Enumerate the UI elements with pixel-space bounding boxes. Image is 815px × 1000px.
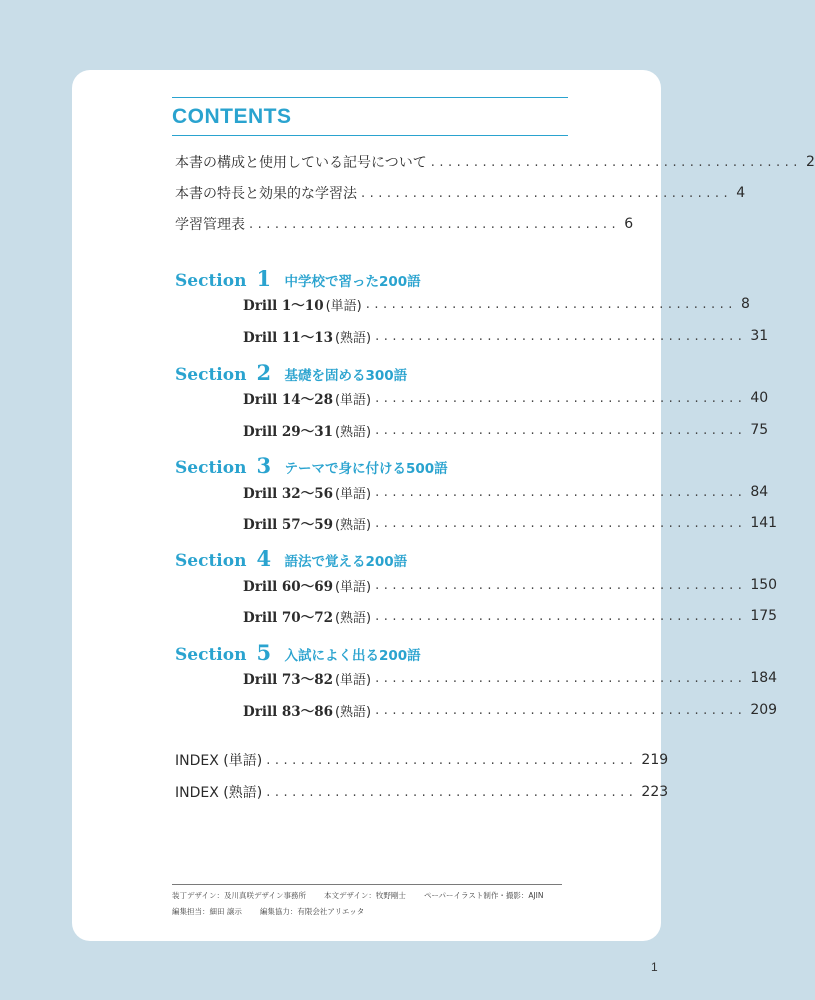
section-number: 2 <box>256 360 272 385</box>
section-title: 中学校で習った200語 <box>284 274 421 290</box>
section-number: 3 <box>256 453 272 478</box>
drill-type: (単語) <box>334 393 372 408</box>
section-number: 1 <box>256 266 272 291</box>
drill-page: 141 <box>750 515 778 531</box>
toc-entry-page: 219 <box>641 752 669 768</box>
drill-type: (単語) <box>334 673 372 688</box>
toc-entry-page: 4 <box>736 185 746 201</box>
section-word: Section <box>175 645 247 665</box>
section-title: テーマで身に付ける500語 <box>284 461 448 477</box>
toc-entry-tracker[interactable] <box>175 212 634 236</box>
toc-entry-structure[interactable] <box>175 150 815 174</box>
drill-type: (熟語) <box>334 331 372 346</box>
drill-range: Drill 83～86 <box>243 704 333 720</box>
drill-page: 184 <box>750 670 778 686</box>
drill-type: (単語) <box>325 299 362 314</box>
toc-entry-label: 本書の構成と使用している記号について <box>175 155 427 171</box>
drill-page: 84 <box>750 484 769 500</box>
drill-type: (熟語) <box>334 518 372 533</box>
leader-dots: ........................................... <box>375 702 747 718</box>
section-word: Section <box>175 458 247 478</box>
toc-entry-index-words[interactable] <box>175 748 669 772</box>
drill-entry[interactable] <box>243 511 778 535</box>
section-number: 5 <box>256 640 272 665</box>
section-title: 入試によく出る200語 <box>284 648 421 664</box>
drill-entry[interactable] <box>243 604 778 628</box>
drill-type: (熟語) <box>334 611 372 626</box>
section-number: 4 <box>256 546 272 571</box>
toc-entry-label: 本書の特長と効果的な学習法 <box>175 186 357 202</box>
toc-entry-page: 223 <box>641 784 669 800</box>
page-number: 1 <box>651 960 658 974</box>
credits-rule <box>172 884 562 885</box>
drill-entry[interactable] <box>243 480 769 504</box>
leader-dots: ........................................... <box>365 296 737 312</box>
toc-entry-label: INDEX (単語) <box>175 753 263 769</box>
drill-page: 150 <box>750 577 778 593</box>
leader-dots: ........................................... <box>430 154 802 170</box>
drill-range: Drill 60～69 <box>243 579 333 595</box>
section-4-heading[interactable] <box>175 546 407 572</box>
drill-range: Drill 70～72 <box>243 610 333 626</box>
leader-dots: ........................................... <box>375 484 747 500</box>
toc-entry-label: 学習管理表 <box>175 217 245 233</box>
credits-line-1 <box>172 890 544 901</box>
section-word: Section <box>175 365 247 385</box>
toc-entry-features[interactable] <box>175 181 746 205</box>
drill-type: (単語) <box>334 580 372 595</box>
leader-dots: ........................................... <box>375 422 747 438</box>
section-word: Section <box>175 271 247 291</box>
credit-body-design: 本文デザイン：牧野剛士 <box>323 891 406 900</box>
leader-dots: ........................................... <box>249 216 621 232</box>
drill-entry[interactable] <box>243 418 769 442</box>
leader-dots: ........................................... <box>375 577 747 593</box>
toc-entry-page: 2 <box>805 154 815 170</box>
drill-range: Drill 32～56 <box>243 486 333 502</box>
leader-dots: ........................................... <box>266 752 638 768</box>
toc-entry-label: INDEX (熟語) <box>175 785 263 801</box>
credit-cover-design: 装丁デザイン：及川真咲デザイン事務所 <box>172 891 306 900</box>
drill-page: 75 <box>750 422 769 438</box>
credit-illustration: ペーパーイラスト制作・撮影：AJIN <box>423 891 544 900</box>
leader-dots: ........................................... <box>375 670 747 686</box>
page-title: CONTENTS <box>172 105 292 128</box>
drill-entry[interactable] <box>243 324 769 348</box>
drill-range: Drill 73～82 <box>243 672 333 688</box>
section-1-heading[interactable] <box>175 266 421 292</box>
title-rule-bottom <box>172 135 568 136</box>
section-3-heading[interactable] <box>175 453 448 479</box>
drill-range: Drill 57～59 <box>243 517 333 533</box>
section-title: 語法で覚える200語 <box>284 554 408 570</box>
drill-entry[interactable] <box>243 666 778 690</box>
drill-page: 8 <box>740 296 750 312</box>
credit-editor: 編集担当：細田 譲示 <box>172 907 242 916</box>
drill-entry[interactable] <box>243 573 778 597</box>
drill-page: 40 <box>750 390 769 406</box>
drill-range: Drill 29～31 <box>243 424 333 440</box>
credits-line-2 <box>172 906 364 917</box>
section-5-heading[interactable] <box>175 640 421 666</box>
drill-page: 31 <box>750 328 769 344</box>
drill-range: Drill 14～28 <box>243 392 333 408</box>
drill-type: (単語) <box>334 487 372 502</box>
toc-entry-page: 6 <box>624 216 634 232</box>
title-rule-top <box>172 97 568 98</box>
drill-type: (熟語) <box>334 705 372 720</box>
leader-dots: ........................................... <box>266 784 638 800</box>
toc-entry-index-phrases[interactable] <box>175 780 669 804</box>
drill-page: 175 <box>750 608 778 624</box>
drill-range: Drill 11～13 <box>243 330 333 346</box>
drill-entry[interactable] <box>243 386 769 410</box>
leader-dots: ........................................... <box>361 185 733 201</box>
credit-editorial-cooperation: 編集協力：有限会社アリエッタ <box>259 907 365 916</box>
leader-dots: ........................................... <box>375 328 747 344</box>
section-title: 基礎を固める300語 <box>284 368 408 384</box>
leader-dots: ........................................... <box>375 390 747 406</box>
drill-entry[interactable] <box>243 698 778 722</box>
drill-type: (熟語) <box>334 425 372 440</box>
section-word: Section <box>175 551 247 571</box>
leader-dots: ........................................... <box>375 515 747 531</box>
section-2-heading[interactable] <box>175 360 407 386</box>
drill-entry[interactable] <box>243 292 750 316</box>
leader-dots: ........................................... <box>375 608 747 624</box>
drill-range: Drill 1～10 <box>243 298 324 314</box>
drill-page: 209 <box>750 702 778 718</box>
